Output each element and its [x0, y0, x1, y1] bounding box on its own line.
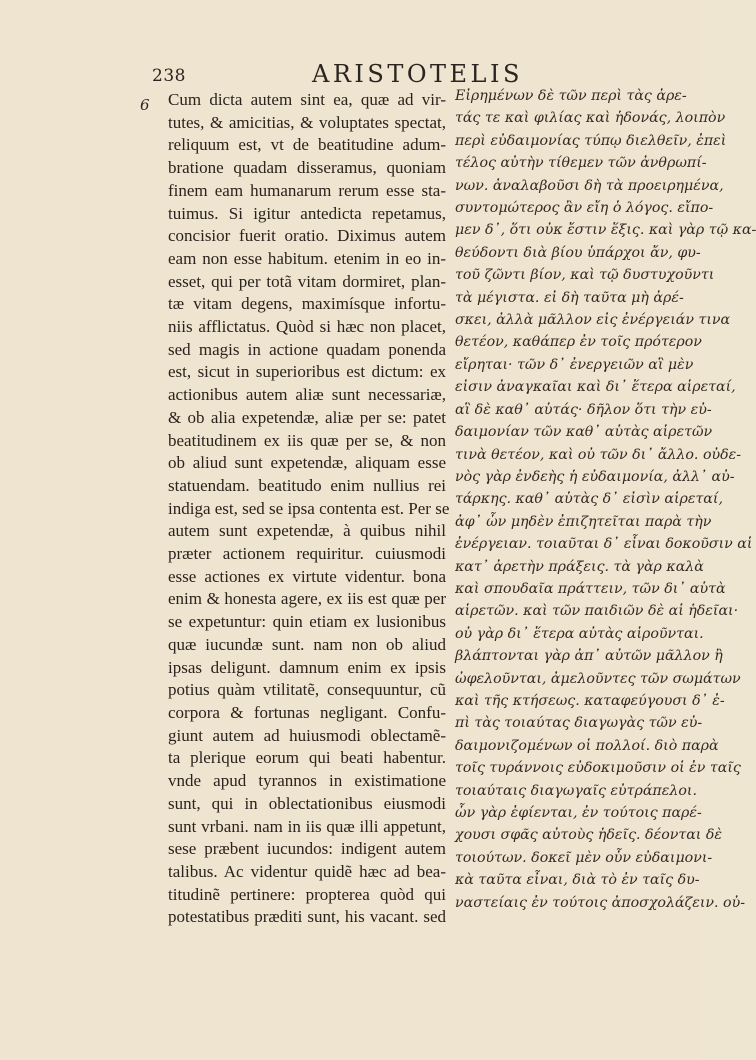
greek-text-line: δαιμονίαν τῶν καθ᾽ αὑτὰς αἱρετῶν [455, 424, 713, 441]
latin-text-line: sunt vrbani. nam in iis quæ illi appetunt, [168, 816, 446, 836]
greek-text-line: νὸς γὰρ ἐνδεὴς ἡ εὐδαιμονία, ἀλλ᾽ αὐ- [455, 468, 735, 485]
greek-text-line: τάρκης. καθ᾽ αὑτὰς δ᾽ εἰσὶν αἱρεταί, [455, 491, 723, 508]
latin-text-line: niis afflictatus. Quòd si hæc non placet, [168, 317, 446, 337]
greek-text-line: θετέον, καθάπερ ἐν τοῖς πρότερον [455, 334, 702, 351]
latin-text-line: quæ iucundæ sunt. nam non ob aliud [168, 634, 446, 654]
latin-text-line: concisior fuerit oratio. Diximus autem [168, 226, 446, 246]
latin-text-line: finem eam humanarum rerum esse sta- [168, 180, 446, 200]
greek-text-line: ὧν γὰρ ἐφίενται, ἐν τούτοις παρέ- [455, 805, 702, 821]
latin-text-line: autem sunt expetendæ, à quibus nihil [168, 521, 446, 541]
latin-text-line: tæ vitam degens, maximísque infortu- [168, 294, 446, 314]
latin-text-line: titudinẽ pertinere: propterea quòd qui [168, 884, 446, 904]
greek-text-line: τοιούτων. δοκεῖ μὲν οὖν εὐδαιμονι- [455, 849, 713, 866]
greek-text-line: δαιμονιζομένων οἱ πολλοί. διὸ παρὰ [455, 737, 719, 754]
latin-text-line: tuimus. Si igitur antedicta repetamus, [168, 203, 446, 223]
greek-text-line: καὶ σπουδαῖα πράττειν, τῶν δι᾽ αὑτὰ [455, 580, 726, 597]
greek-text-line: τοῦ ζῶντι βίον, καὶ τῷ δυστυχοῦντι [455, 267, 715, 284]
greek-text-line: περὶ εὐδαιμονίας τύπῳ διελθεῖν, ἐπεὶ [455, 132, 727, 149]
greek-text-line: αἱρετῶν. καὶ τῶν παιδιῶν δὲ αἱ ἡδεῖαι· [455, 603, 739, 620]
greek-text-line: αἳ δὲ καθ᾽ αὑτάς· δῆλον ὅτι τὴν εὐ- [455, 401, 712, 418]
latin-text-line: potius quàm vtilitatẽ, consequuntur, cũ [168, 680, 446, 700]
page-number: 238 [152, 66, 186, 86]
latin-text-line: & ob alia expetendæ, aliæ per se: patet [168, 407, 446, 427]
latin-text-line: sese præbent iucundos: indigent autem [168, 839, 446, 859]
latin-text-line: potestatibus præditi sunt, his vacant. sed [168, 907, 446, 927]
greek-text-line: νων. ἀναλαβοῦσι δὴ τὰ προειρημένα, [455, 177, 724, 194]
greek-text-line: κὰ ταῦτα εἶναι, διὰ τὸ ἐν ταῖς δυ- [455, 872, 700, 889]
greek-text-line: συντομώτερος ἂν εἴη ὁ λόγος. εἴπο- [455, 200, 714, 217]
latin-text-line: sunt, qui in oblectationibus eiusmodi [168, 793, 446, 813]
latin-text-line: reliquum est, vt de beatitudine adum- [168, 135, 446, 155]
latin-text-line: esse actiones ex virtute videntur. bona [168, 566, 446, 586]
latin-text-line: indiga est, sed se ipsa contenta est. Per se [168, 498, 450, 518]
greek-text-line: τινὰ θετέον, καὶ οὐ τῶν δι᾽ ἄλλο. οὐδε- [455, 446, 742, 463]
latin-text-line: statuendam. beatitudo enim nullius rei [168, 475, 446, 495]
greek-text-line: Εἰρημένων δὲ τῶν περὶ τὰς ἀρε- [455, 88, 687, 104]
greek-text-line: οὐ γὰρ δι᾽ ἕτερα αὐτὰς αἱροῦνται. [455, 625, 704, 642]
greek-text-line: μεν δ᾽, ὅτι οὐκ ἔστιν ἕξις. καὶ γὰρ τῷ κα- [455, 222, 756, 239]
latin-text-line: vnde apud tyrannos in existimatione [168, 771, 446, 791]
latin-text-line: enim & honesta agere, ex iis est quæ per [168, 589, 446, 609]
greek-text-line: τοιαύταις διαγωγαῖς εὐτράπελοι. [455, 782, 697, 799]
margin-marker: 6 [140, 96, 150, 114]
latin-text-column [150, 89, 450, 929]
greek-text-line: χουσι σφᾶς αὐτοὺς ἡδεῖς. δέονται δὲ [455, 827, 723, 844]
latin-text-line: corpora & fortunas negligant. Confu- [168, 702, 446, 722]
greek-text-line: εἰσιν ἀναγκαῖαι καὶ δι᾽ ἕτερα αἱρεταί, [455, 379, 736, 396]
greek-text-line: εἴρηται· τῶν δ᾽ ἐνεργειῶν αἳ μὲν [455, 356, 694, 373]
latin-text-line: talibus. Ac videntur quidẽ hæc ad bea- [168, 861, 446, 881]
latin-text-line: præter actionem requiritur. cuiusmodi [168, 544, 446, 564]
greek-text-line: βλάπτονται γὰρ ἀπ᾽ αὐτῶν μᾶλλον ἢ [455, 648, 723, 665]
latin-text-line: est, sicut in superioribus est dictum: ex [168, 362, 446, 382]
greek-text-line: πὶ τὰς τοιαύτας διαγωγὰς τῶν εὐ- [455, 715, 703, 732]
latin-text-line: beatitudinem ex iis quæ per se, & non [168, 430, 446, 450]
greek-text-line: κατ᾽ ἀρετὴν πράξεις. τὰ γὰρ καλὰ [455, 558, 704, 575]
latin-text-line: actionibus autem aliæ sunt necessariæ, [168, 385, 446, 405]
greek-text-line: ναστείαις ἐν τούτοις ἀποσχολάζειν. οὐ- [455, 894, 745, 911]
latin-text-line: esset, qui per totã vitam dormiret, plan- [168, 271, 446, 291]
latin-text-line: tutes, & amicitias, & voluptates spectat, [168, 112, 446, 132]
greek-text-line: τέλος αὐτὴν τίθεμεν τῶν ἀνθρωπί- [455, 155, 707, 172]
greek-text-line: τάς τε καὶ φιλίας καὶ ἡδονάς, λοιπὸν [455, 110, 726, 127]
greek-text-line: τὰ μέγιστα. εἰ δὴ ταῦτα μὴ ἀρέ- [455, 289, 684, 306]
latin-text-line: eam non esse habitum. etenim in eo in- [168, 248, 446, 268]
latin-text-line: ta plerique eorum qui beati habentur. [168, 748, 446, 768]
greek-text-line: καὶ τῆς κτήσεως. καταφεύγουσι δ᾽ ἐ- [455, 692, 725, 709]
latin-text-line: giunt autem ad huiusmodi oblectamẽ- [168, 725, 446, 745]
latin-text-line: se expetuntur: quin etiam ex lusionibus [168, 612, 446, 632]
greek-text-line: ἐνέργειαν. τοιαῦται δ᾽ εἶναι δοκοῦσιν αἱ [455, 536, 753, 553]
greek-text-line: τοῖς τυράννοις εὐδοκιμοῦσιν οἱ ἐν ταῖς [455, 760, 741, 777]
greek-text-line: ἀφ᾽ ὧν μηδὲν ἐπιζητεῖται παρὰ τὴν [455, 513, 712, 530]
latin-text-line: ob aliud sunt expetendæ, aliquam esse [168, 453, 446, 473]
greek-text-column [455, 85, 756, 914]
greek-text-line: θεύδοντι διὰ βίου ὑπάρχοι ἄν, φυ- [455, 244, 701, 261]
latin-text-line: sed magis in actione quadam ponenda [168, 339, 446, 359]
latin-text-line: Cum dicta autem sint ea, quæ ad vir- [168, 90, 446, 109]
greek-text-line: σκει, ἀλλὰ μᾶλλον εἰς ἐνέργειάν τινα [455, 312, 731, 329]
latin-text-line: ipsas deligunt. damnum enim ex ipsis [168, 657, 446, 677]
latin-text-line: bratione quadam disseramus, quoniam [168, 158, 446, 178]
greek-text-line: ὠφελοῦνται, ἀμελοῦντες τῶν σωμάτων [455, 670, 741, 687]
running-title: ARISTOTELIS [312, 60, 523, 88]
